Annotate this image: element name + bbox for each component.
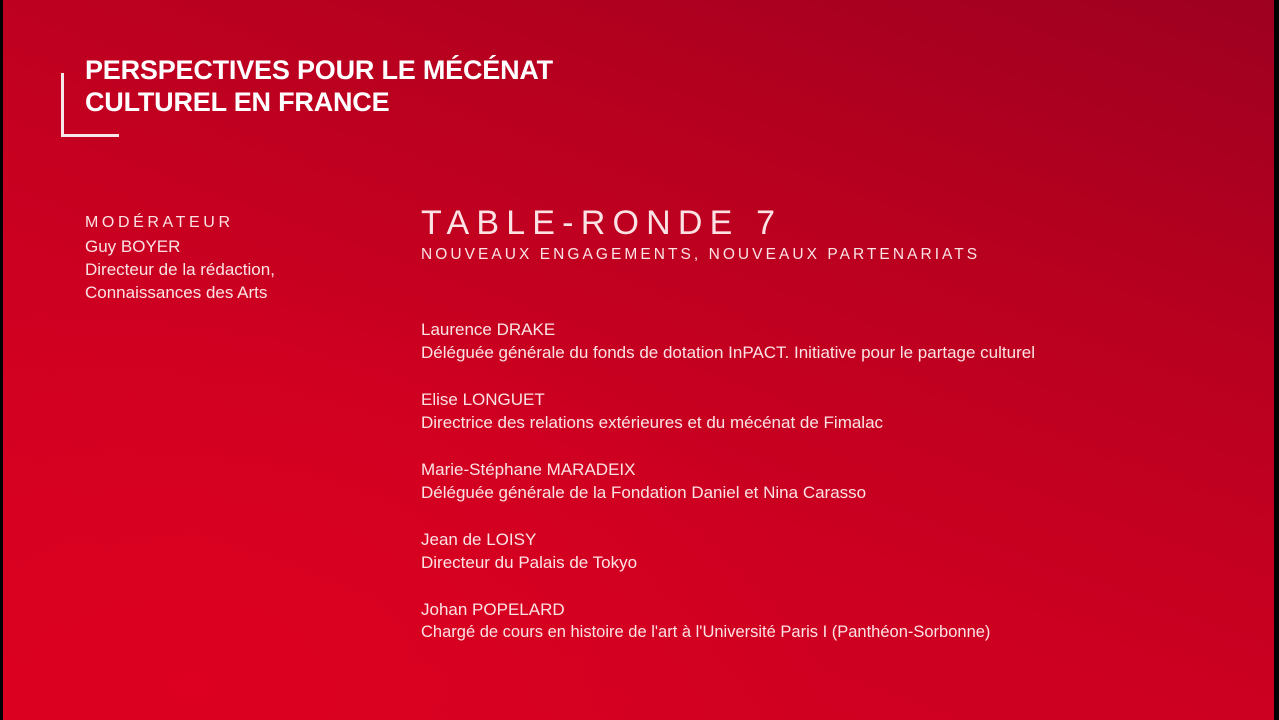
panelist-role: Déléguée générale du fonds de dotation InPACT. Initiative pour le partage culturel bbox=[421, 343, 1035, 362]
moderator-block bbox=[85, 211, 275, 304]
title-slide bbox=[3, 0, 1274, 720]
panelist-item bbox=[421, 528, 1141, 574]
round-table-heading bbox=[421, 203, 980, 265]
main-title-line-2: CULTUREL EN FRANCE bbox=[85, 87, 390, 117]
round-table-title: TABLE-RONDE 7 bbox=[421, 204, 783, 242]
round-table-subtitle: NOUVEAUX ENGAGEMENTS, NOUVEAUX PARTENARIATS bbox=[421, 246, 981, 263]
panelist-item bbox=[421, 318, 1141, 364]
panelist-role: Chargé de cours en histoire de l'art à l'Université Paris I (Panthéon-Sorbonne) bbox=[421, 623, 991, 641]
panelist-item bbox=[421, 598, 1141, 644]
panelist-name: Marie-Stéphane MARADEIX bbox=[421, 460, 636, 479]
moderator-label: MODÉRATEUR bbox=[85, 214, 234, 231]
panelist-name: Johan POPELARD bbox=[421, 600, 565, 619]
moderator-role-line-2: Connaissances des Arts bbox=[85, 283, 268, 302]
panelist-name: Elise LONGUET bbox=[421, 390, 545, 409]
panelist-role: Directeur du Palais de Tokyo bbox=[421, 553, 638, 572]
moderator-role-line-1: Directeur de la rédaction, bbox=[85, 260, 275, 279]
main-title bbox=[85, 54, 553, 118]
panelist-role: Directrice des relations extérieures et du mécénat de Fimalac bbox=[421, 413, 884, 432]
corner-bracket-horizontal bbox=[61, 134, 119, 137]
panelist-role: Déléguée générale de la Fondation Daniel et Nina Carasso bbox=[421, 483, 867, 502]
panelist-item bbox=[421, 388, 1141, 434]
main-title-line-1: PERSPECTIVES POUR LE MÉCÉNAT bbox=[85, 55, 553, 85]
moderator-name: Guy BOYER bbox=[85, 237, 181, 256]
panelist-name: Jean de LOISY bbox=[421, 530, 537, 549]
panelist-item bbox=[421, 458, 1141, 504]
corner-bracket-vertical bbox=[61, 73, 64, 137]
panelist-name: Laurence DRAKE bbox=[421, 320, 556, 339]
panelist-list bbox=[421, 318, 1141, 668]
